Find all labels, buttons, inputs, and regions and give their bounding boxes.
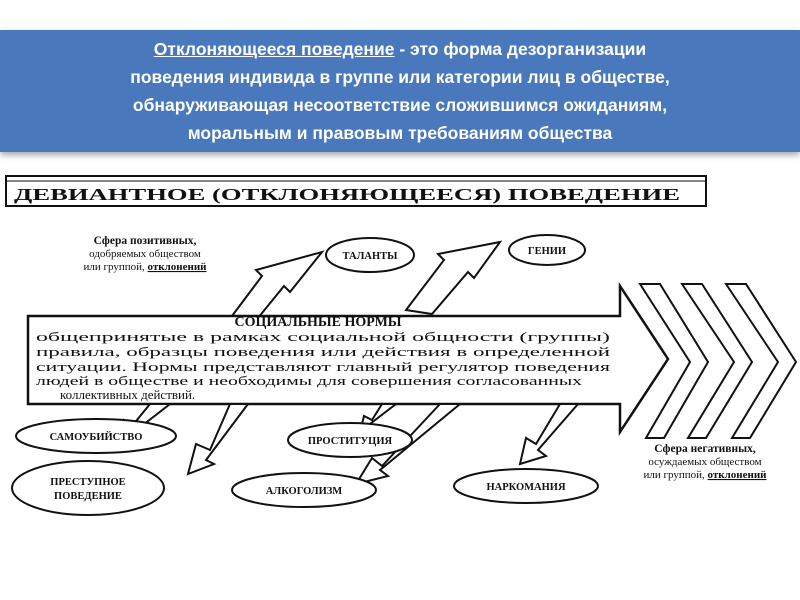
crime-label-line-2: ПОВЕДЕНИЕ	[54, 491, 122, 502]
crime-ellipse	[12, 461, 164, 515]
norms-line-3: ситуации. Нормы представляют главный регулятор поведения	[36, 359, 611, 374]
norms-line-2: правила, образцы поведения или действия в определенной	[36, 344, 611, 359]
prostitution-label: ПРОСТИТУЦИЯ	[307, 436, 393, 447]
negative-sphere-line-3: или группой, отклонений	[643, 469, 767, 481]
arrow-to-geniuses	[406, 242, 500, 314]
negative-sphere-label	[643, 443, 767, 481]
definition-line-4: моральным и правовым требованиям общества	[187, 123, 613, 143]
crime-label-line-1: ПРЕСТУПНОЕ	[50, 477, 126, 488]
norms-line-5: коллективных действий.	[60, 387, 196, 402]
positive-sphere-line-2: одобряемых обществом	[89, 248, 201, 260]
alcoholism-label: АЛКОГОЛИЗМ	[265, 486, 343, 497]
positive-sphere-label	[83, 235, 207, 273]
suicide-label: САМОУБИЙСТВО	[49, 432, 143, 443]
talents-label: ТАЛАНТЫ	[342, 251, 398, 262]
definition-rest: - это форма дезорганизации	[394, 39, 647, 59]
definition-line-1	[14, 35, 786, 63]
arrow-to-talents	[232, 252, 322, 318]
definition-line-3: обнаруживающая несоответствие сложившимся ожиданиям,	[132, 95, 668, 115]
drugs-label: НАРКОМАНИЯ	[486, 482, 566, 493]
arrow-to-drugs	[520, 404, 578, 464]
geniuses-label: ГЕНИИ	[527, 246, 567, 257]
norms-heading: СОЦИАЛЬНЫЕ НОРМЫ	[234, 315, 402, 330]
positive-sphere-line-3: или группой, отклонений	[83, 261, 207, 273]
norms-line-1: общепринятые в рамках социальной общности (группы)	[36, 329, 610, 344]
negative-sphere-line-1: Сфера негативных,	[654, 443, 756, 455]
norms-line-4: людей в обществе и необходимы для совершения согласованных	[36, 373, 583, 388]
definition-line-2: поведения индивида в группе или категории лиц в обществе,	[130, 67, 670, 87]
positive-sphere-line-1: Сфера позитивных,	[93, 235, 197, 247]
negative-sphere-line-2: осуждаемых обществом	[648, 456, 762, 468]
deviant-behavior-diagram	[0, 168, 800, 528]
diagram-title: ДЕВИАНТНОЕ (ОТКЛОНЯЮЩЕЕСЯ) ПОВЕДЕНИЕ	[14, 185, 680, 204]
arrow-to-crime	[188, 404, 248, 474]
definition-term: Отклоняющееся поведение	[153, 39, 395, 59]
definition-banner	[0, 30, 800, 152]
